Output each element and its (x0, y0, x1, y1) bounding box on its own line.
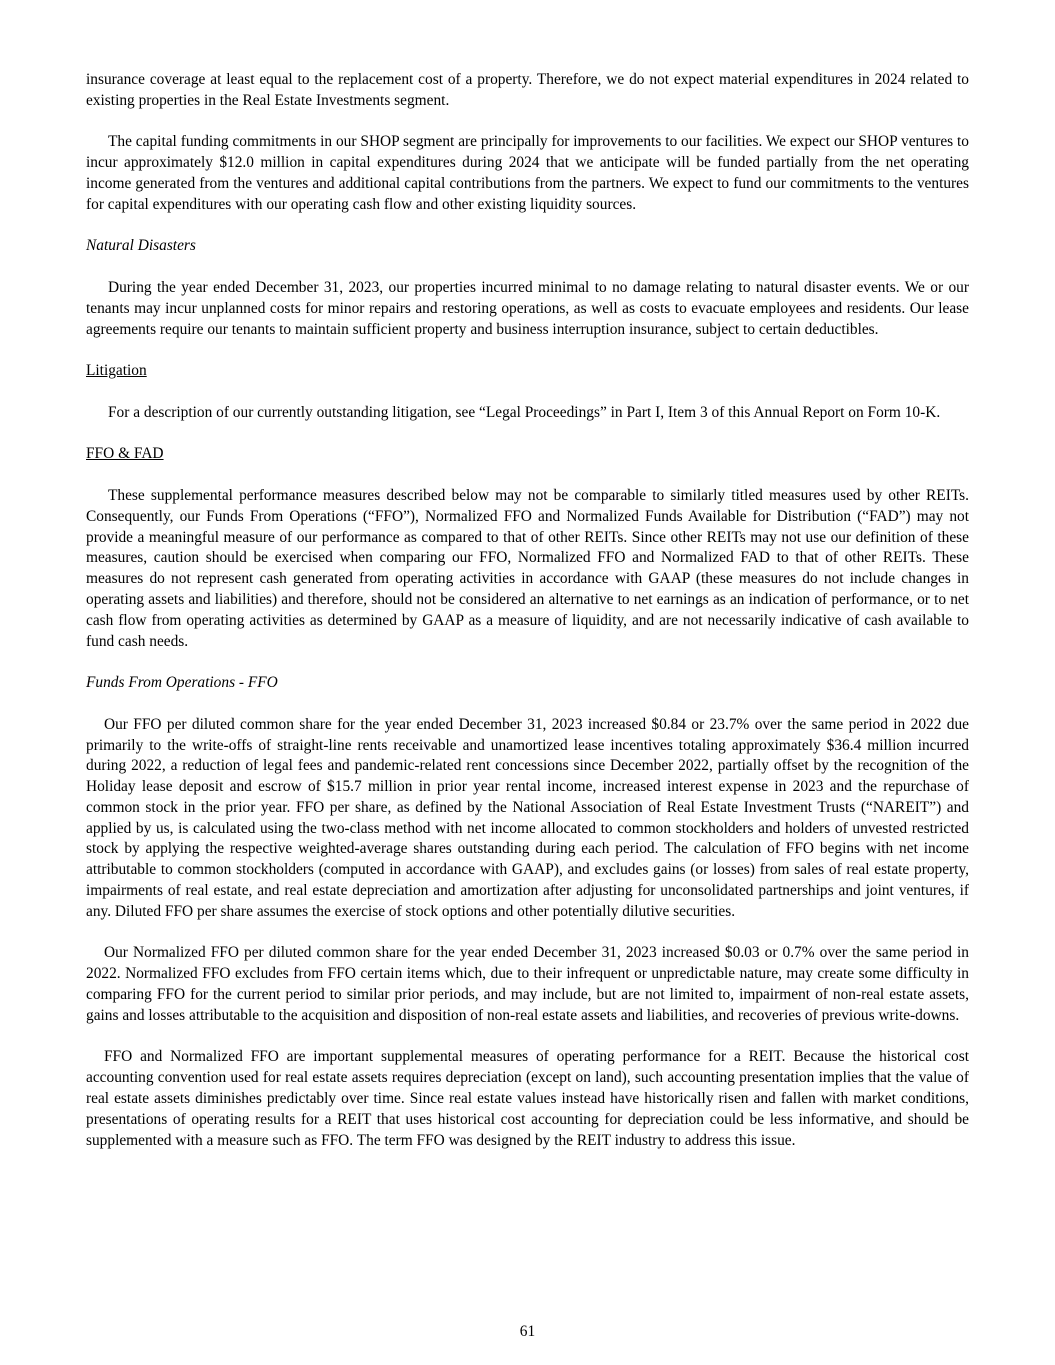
paragraph-supplemental-measures: These supplemental performance measures described below may not be comparable to similarly titled measures used by other REITs. Consequently, our Funds From Operations (“FFO”), Normalized FFO and Normalized Funds Available for Distribution (“FAD”) may not provide a meaningful measure of our performance as compared to that of other REITs. Since other REITs may not use our definition of these measures, caution should be exercised when comparing our FFO, Normalized FFO and Normalized FAD to that of other REITs. These measures do not represent cash generated from operating activities in accordance with GAAP (these measures do not include changes in operating assets and liabilities) and therefore, should not be considered an alternative to net earnings as an indication of performance, or to net cash flow from operating activities as determined by GAAP as a measure of liquidity, and are not necessarily indicative of cash available to fund cash needs. (86, 486, 969, 650)
heading-litigation: Litigation (86, 362, 147, 380)
paragraph-litigation: For a description of our currently outstanding litigation, see “Legal Proceedings” in Part I, Item 3 of this Annual Report on Form 10-K. (108, 403, 941, 421)
heading-ffo-fad: FFO & FAD (86, 445, 164, 463)
page-number: 61 (519, 1323, 536, 1340)
paragraph-shop-capital-funding: The capital funding commitments in our SHOP segment are principally for improvements to our facilities. We expect our SHOP ventures to incur approximately $12.0 million in capital expenditures during 2024 that we anticipate will be funded partially from the net operating income generated from the ventures and additional capital contributions from the partners. We expect to fund our commitments to the ventures for capital expenditures with our operating cash flow and other existing liquidity sources. (86, 133, 969, 213)
paragraph-normalized-ffo: Our Normalized FFO per diluted common share for the year ended December 31, 2023 increased $0.03 or 0.7% over the same period in 2022. Normalized FFO excludes from FFO certain items which, due to their infrequent or unpredictable nature, may create some difficulty in comparing FFO for the current period to similar prior periods, and may include, but are not limited to, impairment of non-real estate assets, gains and losses attributable to the acquisition and disposition of non-real estate assets and liabilities, and recoveries of previous write-downs. (86, 944, 969, 1024)
heading-natural-disasters: Natural Disasters (86, 237, 196, 255)
heading-funds-from-operations: Funds From Operations - FFO (86, 674, 278, 692)
paragraph-natural-disasters: During the year ended December 31, 2023, our properties incurred minimal to no damage relating to natural disaster events. We or our tenants may incur unplanned costs for minor repairs and restoring operations, as well as costs to evacuate employees and residents. Our lease agreements require our tenants to maintain sufficient property and business interruption insurance, subject to certain deductibles. (86, 278, 969, 338)
paragraph-capital-expenditures-continued: insurance coverage at least equal to the replacement cost of a property. Therefore, we do not expect material expenditures in 2024 related to existing properties in the Real Estate Investments segment. (86, 71, 969, 109)
paragraph-ffo-per-share: Our FFO per diluted common share for the year ended December 31, 2023 increased $0.84 or 23.7% over the same period in 2022 due primarily to the write-offs of straight-line rents receivable and unamortized lease incentives totaling approximately $36.4 million incurred during 2022, a reduction of legal fees and pandemic-related rent concessions since December 2022, partially offset by the recognition of the Holiday lease deposit and escrow of $15.7 million in prior year rental income, increased interest expense in 2023 and the repurchase of common stock in the prior year. FFO per share, as defined by the National Association of Real Estate Investment Trusts (“NAREIT”) and applied by us, is calculated using the two-class method with net income allocated to common stockholders and holders of unvested restricted stock by applying the respective weighted-average shares outstanding during each period. The calculation of FFO begins with net income attributable to common stockholders (computed in accordance with GAAP), and excludes gains (or losses) from sales of real estate property, impairments of real estate, and real estate depreciation and amortization after adjusting for unconsolidated partnerships and joint ventures, if any. Diluted FFO per share assumes the exercise of stock options and other potentially dilutive securities. (86, 715, 969, 920)
paragraph-ffo-importance: FFO and Normalized FFO are important supplemental measures of operating performance for a REIT. Because the historical cost accounting convention used for real estate assets requires depreciation (except on land), such accounting presentation implies that the value of real estate assets diminishes predictably over time. Since real estate values instead have historically risen and fallen with market conditions, presentations of operating results for a REIT that uses historical cost accounting for depreciation could be less informative, and should be supplemented with a measure such as FFO. The term FFO was designed by the REIT industry to address this issue. (86, 1048, 969, 1149)
document-page (86, 70, 969, 1172)
